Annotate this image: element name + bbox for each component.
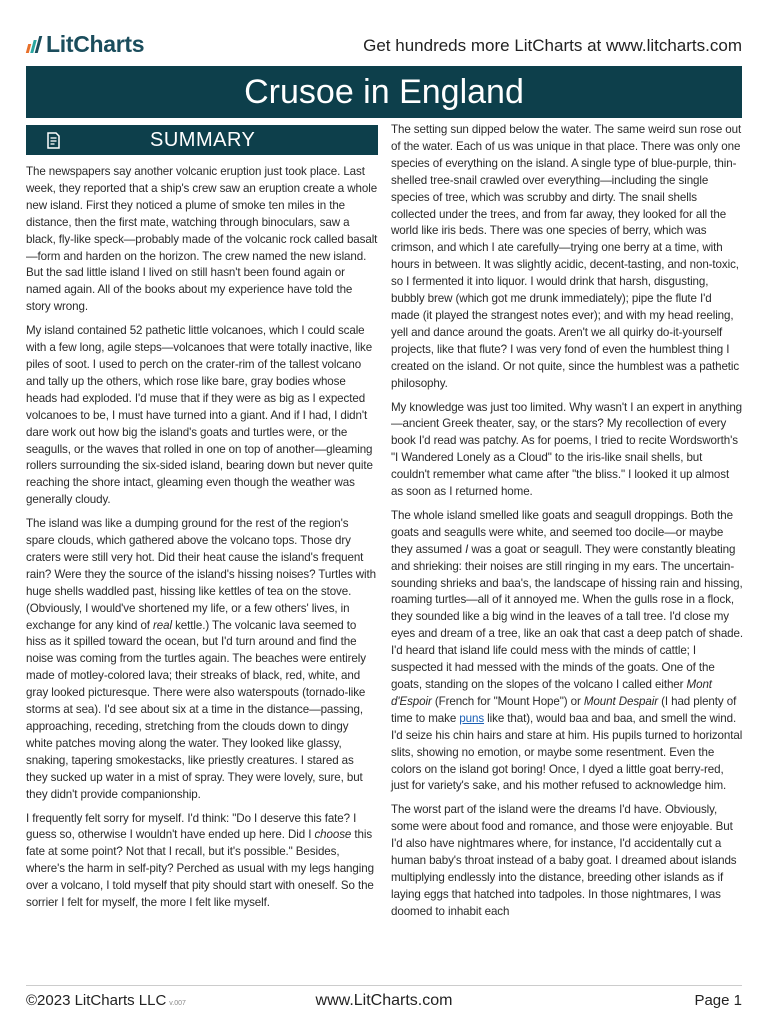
litcharts-logo[interactable] <box>27 30 144 58</box>
logo-bar <box>35 36 43 53</box>
paragraph <box>26 811 378 912</box>
footer-site-link[interactable]: www.LitCharts.com <box>315 992 453 1009</box>
summary-column-left <box>26 164 378 919</box>
italic-text: Mont d'Espoir <box>391 678 712 708</box>
page-header <box>0 0 768 62</box>
text-span: The setting sun dipped below the water. The same weird sun rose out of the water. Each of us was unique in that place. There was only one species of everything on the island. A single type of blue-purple, thin-shelled tree-snail crawled over everything—including the single species of tree, which was scrubby and dirty. The snail shells collected under the trees, and from far away, they looked for all the world like iris beds. There was one species of berry, which was crimson, and which I ate carefully—trying one berry at a time, with hours in between. It was slightly acidic, decent-tasting, and non-toxic, so I fermented it into liquor. I would drink that harsh, disgusting, bubbly brew (which got me drunk immediately); pipe the flute I'd made (it played the strangest notes ever); and with my head reeling, yell and dance around the goats. Aren't we all quirky do-it-yourself projects, like that flute? I was very fond of even the humblest thing I created on the island. Or not quite, since the humblest was a pathetic philosophy. <box>391 123 742 390</box>
summary-heading: SUMMARY <box>150 129 256 151</box>
text-span: (French for "Mount Hope") or <box>431 694 584 708</box>
logo-text: LitCharts <box>46 30 145 57</box>
promo-text[interactable]: Get hundreds more LitCharts at www.litcharts.com <box>363 36 742 55</box>
paragraph <box>391 400 743 501</box>
copyright-text: ©2023 LitCharts LLC <box>26 992 167 1009</box>
paragraph <box>391 508 743 795</box>
paragraph <box>391 122 743 393</box>
page-title: Crusoe in England <box>26 66 742 118</box>
page-number: Page 1 <box>694 992 742 1009</box>
italic-text: real <box>153 618 172 632</box>
text-span: was a goat or seagull. They were constantly bleating and shrieking: their noises are still ringing in my ears. The uncertain-sounding shrieks and baa's, the landscape of hissing rain and hissing, roaming turtles—all of it annoyed me. When the gulls rose in a flock, they sounded like a big wind in the leaves of a tall tree. I'd close my eyes and dream of a tree, like an oak that cast a deep patch of shade. I'd heard that island life could mess with the minds of cattle; I suspected it had messed with the minds of the goats. One of the goats, standing on the slopes of the volcano I called either <box>391 542 743 691</box>
text-span: (I had plenty of time to make <box>391 694 737 725</box>
paragraph <box>26 516 378 803</box>
footer-divider <box>26 985 742 986</box>
italic-text: Mount Despair <box>583 694 658 708</box>
text-span: kettle.) The volcanic lava seemed to hiss as it spilled toward the ocean, but I'd turn around and find the noise was coming from the turtles again. The beaches were entirely made of motley-colored lava; their streaks of black, red, white, and gray looked picturesque. There were also waterspouts (tornado-like storms at sea). I'd see about six at a time in the distance—passing, approaching, receding, stretching from the clouds down to dingy white patches moving along the water. They looked like glassy, snaking, tapering smokestacks, like priestly creatures. I stared as they sucked up water in a mist of spray. They were lovely, sure, but they didn't provide companionship. <box>26 618 366 801</box>
text-span: this fate at some point? Not that I recall, but it's possible." Besides, where's the harm in self-pity? Perched as usual with my legs hanging over a volcano, I told myself that pity should start with oneself. So the sorrier I felt for myself, the more I felt like myself. <box>26 828 374 910</box>
text-span: I frequently felt sorry for myself. I'd think: "Do I deserve this fate? I guess so, otherwise I wouldn't have ended up here. Did I <box>26 811 357 842</box>
text-span: The island was like a dumping ground for the rest of the region's spare clouds, which gathered above the volcano tops. Those dry craters were still very hot. Did their heat cause the island's frequent rain? Were they the source of the island's hissing noises? Turtles with huge shells waddled past, hissing like kettles of tea on the stove. (Obviously, I would've shortened my life, or a few others' lives, in exchange for any kind of <box>26 517 376 632</box>
text-span: The whole island smelled like goats and seagull droppings. Both the goats and seagulls were white, and seemed too docile—or maybe they assumed <box>391 508 733 556</box>
document-icon <box>46 132 61 149</box>
text-span: The worst part of the island were the dreams I'd have. Obviously, some were about food and romance, and those were enjoyable. But I'd also have nightmares where, for instance, I'd accidentally cut a human baby's throat instead of a baby goat. I dreamed about islands multiplying endlessly into the distance, breeding other islands as if laying eggs that hatched into tadpoles. In those nightmares, I was doomed to inhabit each <box>391 803 737 918</box>
text-span: like that), would baa and baa, and smell the wind. I'd seize his chin hairs and stare at him. His pupils turned to horizontal slits, showing no emotion, or maybe some resentment. Even the colors on the island got boring! Once, I dyed a little goat berry-red, just for variety's sake, and his mother refused to acknowledge him. <box>391 711 743 793</box>
version-text: v.007 <box>169 1000 186 1007</box>
italic-text: I <box>465 542 469 556</box>
term-link[interactable]: puns <box>459 711 485 725</box>
paragraph <box>391 802 743 920</box>
text-span: My knowledge was just too limited. Why wasn't I an expert in anything—ancient Greek theater, say, or the stars? My recollection of every book I'd read was patchy. As for poems, I tried to recite Wordsworth's "I Wandered Lonely as a Cloud" to the iris-like snail shells, but couldn't remember what came after "the bliss." I looked it up almost as soon as I returned home. <box>391 400 743 499</box>
paragraph <box>26 164 378 316</box>
italic-text: choose <box>314 828 352 842</box>
text-span: My island contained 52 pathetic little volcanoes, which I could scale with a few long, agile steps—volcanoes that were totally inactive, like piles of soot. I used to perch on the crater-rim of the tallest volcano and tally up the others, which rose like bare, gray bodies whose heads had exploded. I'd muse that if they were as big as I expected volcanoes to be, I must have turned into a giant. And if I had, I didn't dare work out how big the island's goats and turtles were, or the seagulls, or the waves that rolled in one on top of another—gleaming rollers surrounding the six-sided island, bearing down but never quite reaching the shore intact, gleaming even though the weather was generally cloudy. <box>26 324 373 507</box>
summary-column-right <box>391 122 743 928</box>
text-span: The newspapers say another volcanic eruption just took place. Last week, they reported that a ship's crew saw an eruption create a whole new island. First they noticed a plume of smoke ten miles in the distance, then the first mate, watching through binoculars, saw a black, fly-like speck—probably made of the volcanic rock called basalt—form and harden on the horizon. The crew named the new island. But the sad little island I lived on still hasn't been found again or named again. All of the books about my experience have told the story wrong. <box>26 165 378 314</box>
logo-bars-icon <box>27 35 40 53</box>
summary-header <box>26 125 378 155</box>
paragraph <box>26 323 378 509</box>
